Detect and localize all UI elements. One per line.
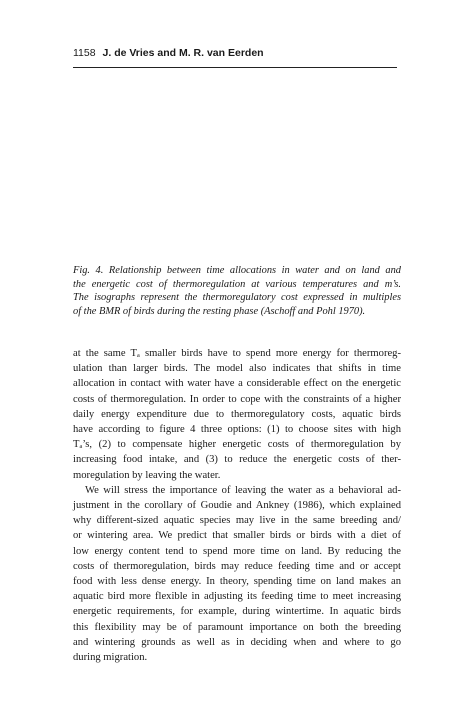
page-number: 1158 xyxy=(73,47,96,59)
text-line: food with less dense energy. In theory, spending time on land makes an xyxy=(73,576,401,588)
text-line: increasing food intake, and (3) to reduce the energetic costs of ther- xyxy=(73,454,401,466)
text-line: costs of thermoregulation, birds may reduce feeding time and or accept xyxy=(73,560,401,572)
text-line: allocation in contact with water have a considerable effect on the energetic xyxy=(73,378,401,390)
text-line: Tₐ’s, (2) to compensate higher energetic costs of thermoregulation by xyxy=(73,439,401,451)
text-line: at the same Tₐ smaller birds have to spend more energy for thermoreg- xyxy=(73,348,401,359)
text-line: during migration. xyxy=(73,652,148,664)
text-line: why different-sized aquatic species may live in the same breeding and/ xyxy=(73,515,401,527)
figure-caption xyxy=(73,264,401,318)
running-header xyxy=(73,47,397,68)
caption-line: of the BMR of birds during the resting phase (Aschoff and Pohl 1970). xyxy=(73,305,366,317)
body-text xyxy=(73,346,401,665)
text-line: aquatic bird more flexible in adjusting its feeding time to meet increasing xyxy=(73,591,401,603)
text-line: daily energy expenditure due to thermoregulatory costs, aquatic birds xyxy=(73,408,401,420)
text-line: this flexibility may be of paramount importance on both the breeding xyxy=(73,621,401,633)
figure-area xyxy=(73,70,397,260)
text-line: low energy content tend to spend more time on land. By reducing the xyxy=(73,545,401,557)
text-line: energetic requirements, for example, during wintertime. In aquatic birds xyxy=(73,606,401,618)
text-line: and wintering grounds as well as in deciding when and where to go xyxy=(73,636,401,648)
paragraph xyxy=(73,346,401,483)
text-line: have according to figure 4 three options: (1) to choose sites with high xyxy=(73,424,401,436)
text-line: or wintering area. We predict that smaller birds or birds with a diet of xyxy=(73,530,401,542)
text-line: justment in the corollary of Goudie and Ankney (1986), which explained xyxy=(73,500,401,512)
caption-line: the energetic cost of thermoregulation at various temperatures and m’s. xyxy=(73,278,401,290)
text-line: moregulation by leaving the water. xyxy=(73,469,221,481)
running-head-authors: J. de Vries and M. R. van Eerden xyxy=(102,47,264,59)
text-line: ulation than larger birds. The model also indicates that shifts in time xyxy=(73,363,401,375)
text-line: costs of thermoregulation. In order to cope with the constraints of a higher xyxy=(73,393,401,405)
paragraph xyxy=(73,483,401,665)
caption-line: The isographs represent the thermoregulatory cost expressed in multiples xyxy=(73,292,401,304)
caption-line: Fig. 4. Relationship between time allocations in water and on land and xyxy=(73,265,401,276)
text-line: We will stress the importance of leaving the water as a behavioral ad- xyxy=(85,484,401,496)
